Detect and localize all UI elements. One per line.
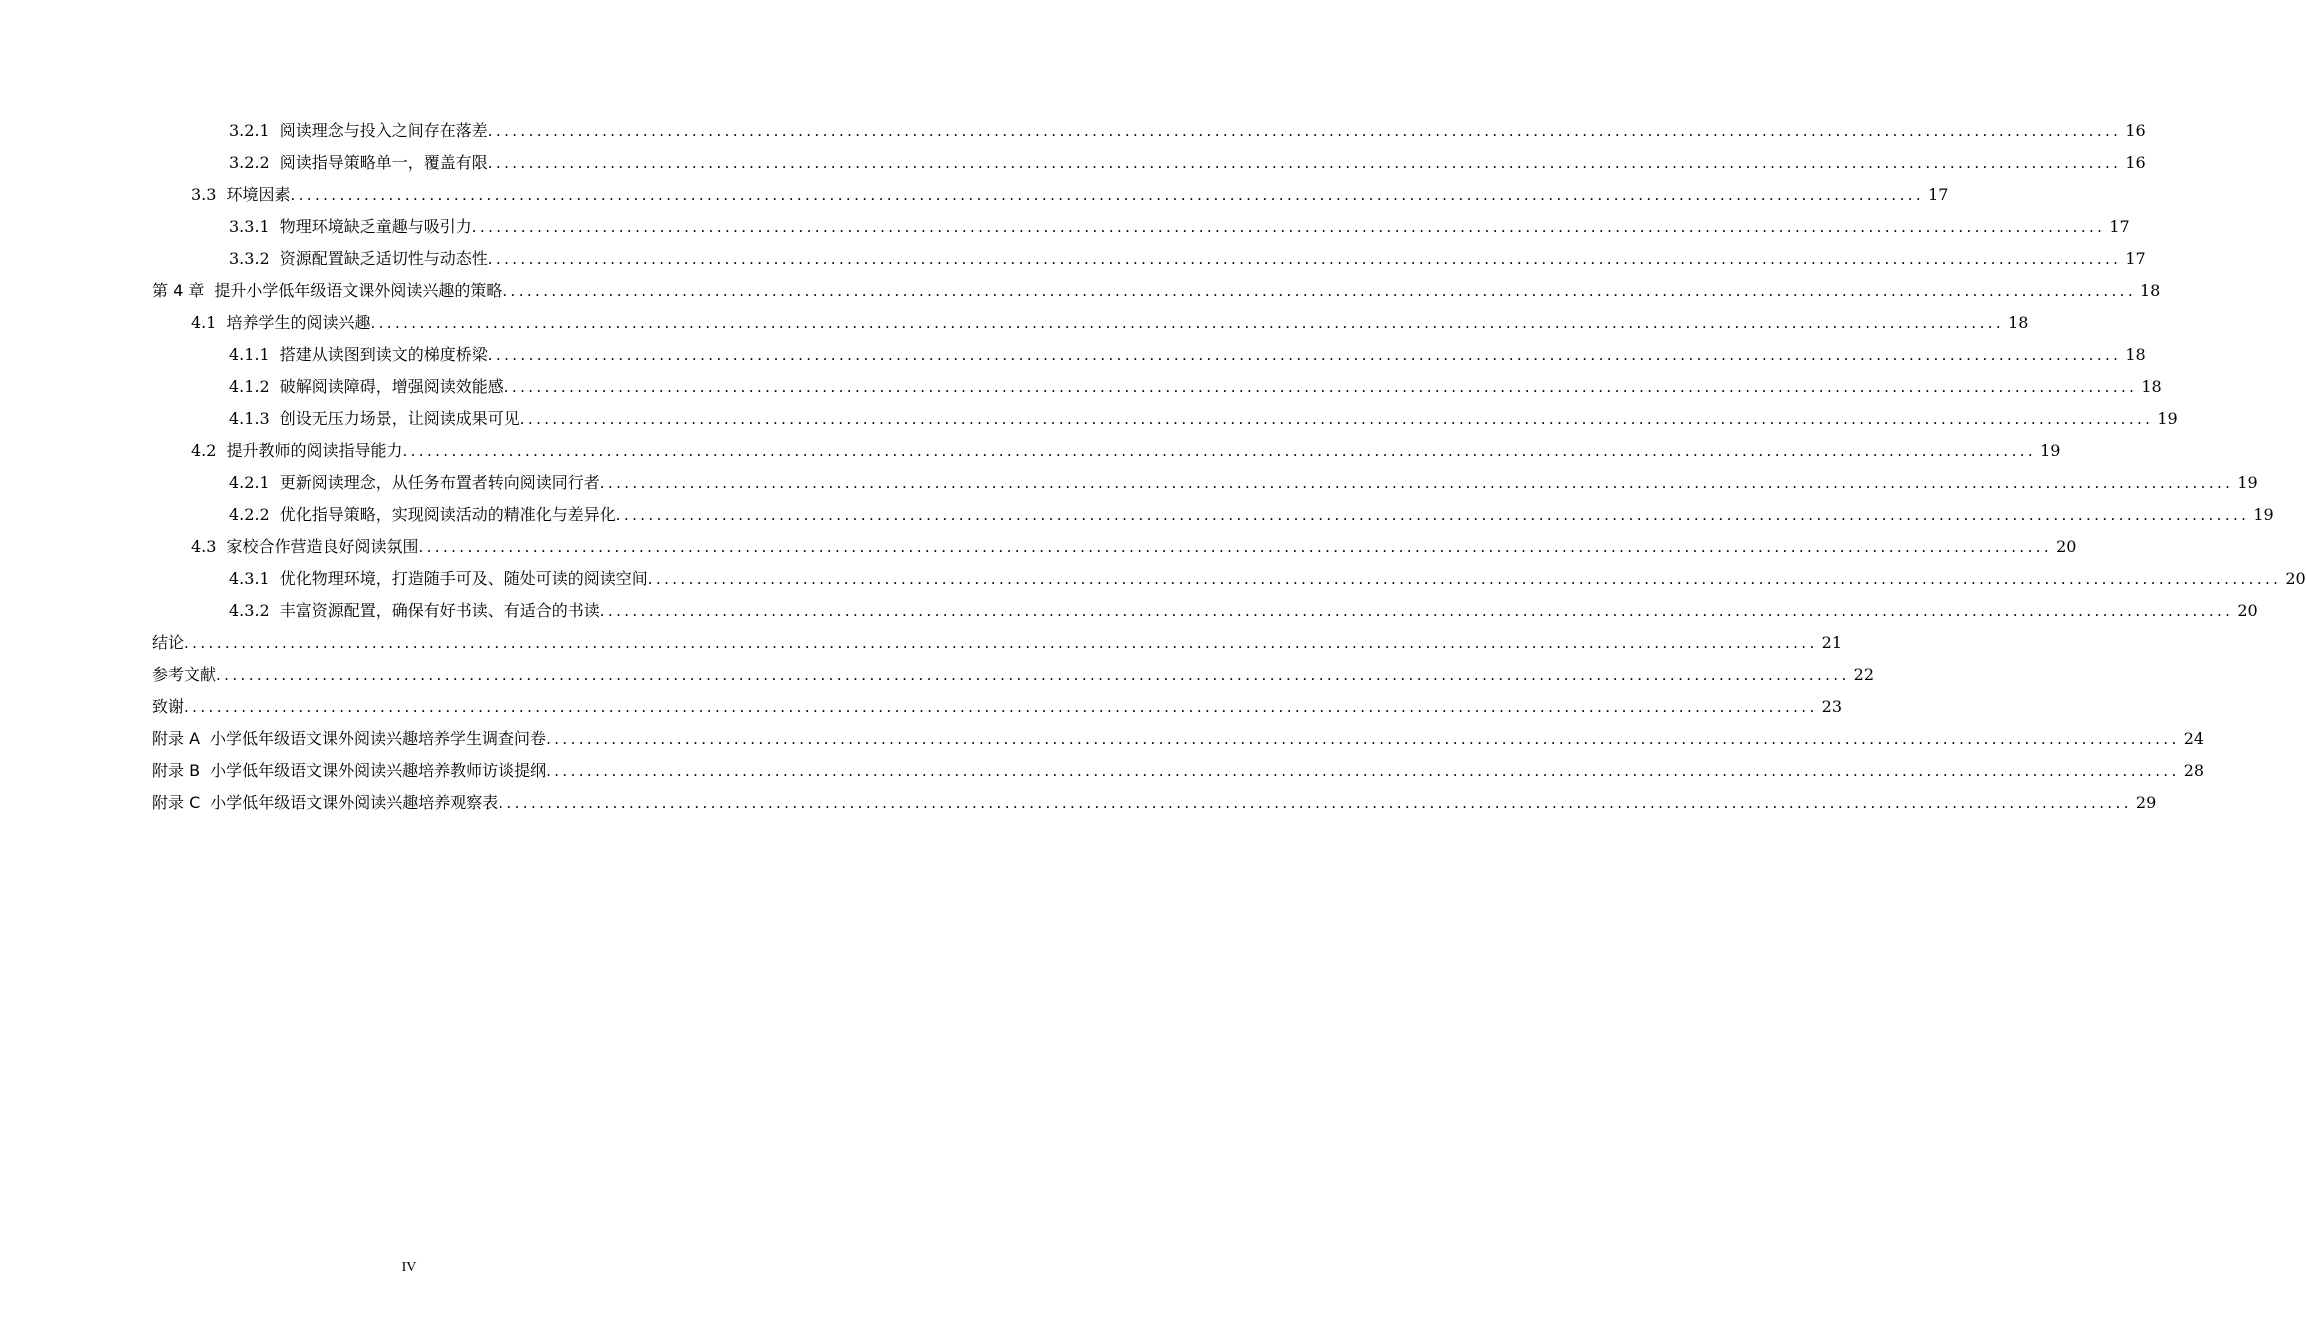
toc-entry-page: 20	[2285, 569, 2306, 588]
toc-entry-page: 17	[1928, 185, 1949, 204]
toc-entry[interactable]	[0, 115, 2146, 147]
toc-entry[interactable]	[0, 723, 2205, 755]
toc-entry-title: 环境因素	[226, 185, 291, 204]
toc-entry[interactable]	[0, 435, 2061, 467]
toc-entry-title: 提升小学低年级语文课外阅读兴趣的策略	[214, 281, 503, 300]
toc-entry[interactable]	[0, 691, 1842, 723]
toc-entry-title: 提升教师的阅读指导能力	[226, 441, 403, 460]
toc-entry-title: 搭建从读图到读文的梯度桥梁	[279, 345, 488, 364]
toc-entry-number: 3.3.1	[229, 217, 270, 236]
toc-entry-title: 致谢	[152, 697, 185, 716]
toc-entry-number: 4.2.2	[229, 505, 270, 524]
toc-entry[interactable]	[0, 179, 1949, 211]
toc-entry-title: 参考文献	[152, 665, 217, 684]
toc-entry-page: 22	[1853, 665, 1874, 684]
toc-entry[interactable]	[0, 627, 1842, 659]
toc-entry[interactable]	[0, 243, 2146, 275]
toc-entry-page: 18	[2008, 313, 2029, 332]
toc-entry-title: 物理环境缺乏童趣与吸引力	[279, 217, 472, 236]
toc-entry-number: 4.1.1	[229, 345, 270, 364]
toc-dot-leader: ........................................................................................................................................................................................................	[546, 762, 2180, 780]
toc-dot-leader: ........................................................................................................................................................................................................	[502, 282, 2136, 300]
toc-entry-number: 3.2.1	[229, 121, 270, 140]
toc-entry[interactable]	[0, 467, 2258, 499]
toc-entry-title: 结论	[152, 633, 185, 652]
toc-dot-leader: ........................................................................................................................................................................................................	[487, 154, 2122, 172]
toc-entry-page: 24	[2183, 729, 2205, 748]
toc-dot-leader: ........................................................................................................................................................................................................	[216, 666, 1850, 684]
toc-dot-leader: ........................................................................................................................................................................................................	[599, 602, 2234, 620]
toc-entry[interactable]	[0, 211, 2130, 243]
toc-entry-page: 20	[2237, 601, 2258, 620]
toc-entry-title: 破解阅读障碍，增强阅读效能感	[279, 377, 504, 396]
toc-entry-page: 19	[2237, 473, 2258, 492]
toc-entry-page: 29	[2135, 793, 2157, 812]
toc-dot-leader: ........................................................................................................................................................................................................	[290, 186, 1925, 204]
toc-dot-leader: ........................................................................................................................................................................................................	[647, 570, 2282, 588]
toc-dot-leader: ........................................................................................................................................................................................................	[615, 506, 2250, 524]
toc-entry[interactable]	[0, 499, 2274, 531]
toc-dot-leader: ........................................................................................................................................................................................................	[184, 634, 1818, 652]
toc-entry-title: 优化物理环境，打造随手可及、随处可读的阅读空间	[279, 569, 648, 588]
toc-entry[interactable]	[0, 595, 2258, 627]
toc-entry[interactable]	[0, 275, 2161, 307]
toc-entry-number: 附录 B	[152, 761, 201, 780]
toc-entry-page: 18	[2140, 281, 2161, 300]
toc-dot-leader: ........................................................................................................................................................................................................	[487, 346, 2122, 364]
toc-entry-page: 16	[2125, 153, 2146, 172]
toc-entry[interactable]	[0, 339, 2146, 371]
toc-entry-page: 21	[1821, 633, 1842, 652]
toc-entry[interactable]	[0, 787, 2157, 819]
toc-dot-leader: ........................................................................................................................................................................................................	[599, 474, 2234, 492]
toc-entry-number: 3.3	[191, 185, 217, 204]
toc-entry-title: 阅读理念与投入之间存在落差	[279, 121, 488, 140]
toc-dot-leader: ........................................................................................................................................................................................................	[546, 730, 2180, 748]
toc-entry-title: 优化指导策略，实现阅读活动的精准化与差异化	[279, 505, 616, 524]
toc-entry[interactable]	[0, 147, 2146, 179]
toc-entry-number: 附录 A	[152, 729, 201, 748]
toc-dot-leader: ........................................................................................................................................................................................................	[503, 378, 2138, 396]
toc-dot-leader: ........................................................................................................................................................................................................	[471, 218, 2106, 236]
toc-entry-page: 19	[2253, 505, 2274, 524]
toc-entry-number: 附录 C	[152, 793, 201, 812]
toc-entry[interactable]	[0, 307, 2029, 339]
toc-entry-page: 16	[2125, 121, 2146, 140]
toc-entry-number: 4.2.1	[229, 473, 270, 492]
toc-dot-leader: ........................................................................................................................................................................................................	[184, 698, 1818, 716]
toc-entry[interactable]	[0, 659, 1874, 691]
toc-entry-number: 4.3.1	[229, 569, 270, 588]
toc-entry-page: 18	[2125, 345, 2146, 364]
toc-entry[interactable]	[0, 531, 2077, 563]
table-of-contents	[0, 115, 2306, 819]
toc-entry-page: 19	[2040, 441, 2061, 460]
toc-entry-page: 17	[2125, 249, 2146, 268]
toc-dot-leader: ........................................................................................................................................................................................................	[418, 538, 2053, 556]
toc-entry-title: 资源配置缺乏适切性与动态性	[279, 249, 488, 268]
toc-entry-title: 更新阅读理念，从任务布置者转向阅读同行者	[279, 473, 600, 492]
page-footer	[0, 1260, 950, 1276]
toc-entry-number: 4.1.3	[229, 409, 270, 428]
toc-entry-title: 培养学生的阅读兴趣	[226, 313, 371, 332]
toc-entry-page: 19	[2157, 409, 2178, 428]
toc-dot-leader: ........................................................................................................................................................................................................	[370, 314, 2005, 332]
toc-entry-page: 20	[2056, 537, 2077, 556]
toc-entry-page: 28	[2183, 761, 2205, 780]
toc-entry-title: 小学低年级语文课外阅读兴趣培养学生调查问卷	[210, 729, 547, 748]
toc-dot-leader: ........................................................................................................................................................................................................	[519, 410, 2154, 428]
toc-entry-title: 小学低年级语文课外阅读兴趣培养教师访谈提纲	[210, 761, 547, 780]
toc-entry-title: 阅读指导策略单一，覆盖有限	[279, 153, 488, 172]
toc-entry[interactable]	[0, 563, 2306, 595]
toc-dot-leader: ........................................................................................................................................................................................................	[487, 122, 2122, 140]
toc-entry-page: 18	[2141, 377, 2162, 396]
toc-entry-title: 小学低年级语文课外阅读兴趣培养观察表	[210, 793, 499, 812]
toc-entry[interactable]	[0, 371, 2162, 403]
page-number: IV	[401, 1260, 417, 1275]
toc-entry-page: 17	[2109, 217, 2130, 236]
toc-dot-leader: ........................................................................................................................................................................................................	[402, 442, 2037, 460]
toc-entry-title: 创设无压力场景，让阅读成果可见	[279, 409, 520, 428]
toc-entry-number: 4.1.2	[229, 377, 270, 396]
toc-entry-number: 3.2.2	[229, 153, 270, 172]
toc-entry[interactable]	[0, 755, 2205, 787]
toc-entry-number: 第 4 章	[152, 281, 205, 300]
toc-entry-title: 家校合作营造良好阅读氛围	[226, 537, 419, 556]
toc-entry-number: 4.2	[191, 441, 217, 460]
toc-entry-number: 4.3.2	[229, 601, 270, 620]
toc-entry-page: 23	[1821, 697, 1842, 716]
toc-entry-title: 丰富资源配置，确保有好书读、有适合的书读	[279, 601, 600, 620]
toc-dot-leader: ........................................................................................................................................................................................................	[498, 794, 2132, 812]
toc-dot-leader: ........................................................................................................................................................................................................	[487, 250, 2122, 268]
toc-entry-number: 4.3	[191, 537, 217, 556]
toc-entry-number: 4.1	[191, 313, 217, 332]
toc-entry[interactable]	[0, 403, 2178, 435]
toc-entry-number: 3.3.2	[229, 249, 270, 268]
